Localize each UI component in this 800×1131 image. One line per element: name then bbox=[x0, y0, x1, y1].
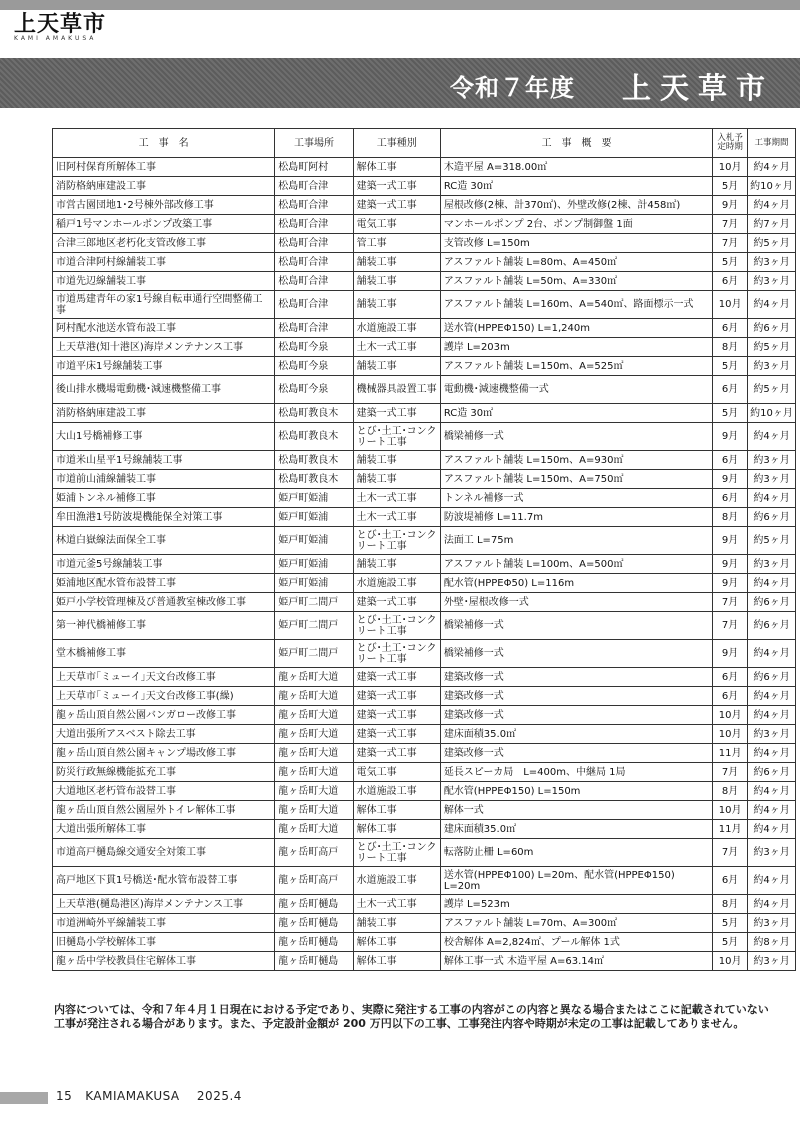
cell-name: 旧樋島小学校解体工事 bbox=[53, 933, 275, 952]
cell-bid-month: 5月 bbox=[713, 404, 748, 423]
cell-bid-month: 7月 bbox=[713, 234, 748, 253]
cell-name: 市道洲崎外平線舗装工事 bbox=[53, 914, 275, 933]
cell-type: 舗装工事 bbox=[353, 272, 440, 291]
cell-period: 約4ヶ月 bbox=[748, 801, 796, 820]
cell-bid-month: 5月 bbox=[713, 253, 748, 272]
cell-summary: 木造平屋 A=318.00㎡ bbox=[440, 158, 712, 177]
cell-bid-month: 8月 bbox=[713, 782, 748, 801]
table-row bbox=[53, 725, 796, 744]
cell-place: 姫戸町二間戸 bbox=[275, 640, 353, 668]
table-body bbox=[53, 158, 796, 971]
cell-bid-month: 8月 bbox=[713, 895, 748, 914]
cell-name: 龍ヶ岳山頂自然公園バンガロー改修工事 bbox=[53, 706, 275, 725]
cell-summary: 転落防止柵 L=60m bbox=[440, 839, 712, 867]
cell-type: 舗装工事 bbox=[353, 253, 440, 272]
cell-summary: アスファルト舗装 L=80m、A=450㎡ bbox=[440, 253, 712, 272]
cell-name: 大山1号橋補修工事 bbox=[53, 423, 275, 451]
top-band bbox=[0, 0, 800, 10]
cell-type: 舗装工事 bbox=[353, 555, 440, 574]
cell-name: 牟田漁港1号防波堤機能保全対策工事 bbox=[53, 508, 275, 527]
cell-place: 姫戸町姫浦 bbox=[275, 574, 353, 593]
footer-band bbox=[0, 1092, 48, 1104]
cell-bid-month: 5月 bbox=[713, 914, 748, 933]
cell-name: 合津三郎地区老朽化支管改修工事 bbox=[53, 234, 275, 253]
cell-summary: アスファルト舗装 L=150m、A=750㎡ bbox=[440, 470, 712, 489]
cell-place: 松島町合津 bbox=[275, 253, 353, 272]
cell-name: 林道白嶽線法面保全工事 bbox=[53, 527, 275, 555]
table-row bbox=[53, 158, 796, 177]
cell-summary: 送水管(HPPEΦ150) L=1,240m bbox=[440, 319, 712, 338]
cell-summary: 建床面積35.0㎡ bbox=[440, 725, 712, 744]
cell-type: 土木一式工事 bbox=[353, 508, 440, 527]
table-row bbox=[53, 744, 796, 763]
cell-place: 龍ヶ岳町大道 bbox=[275, 706, 353, 725]
cell-name: 市道米山星平1号線舗装工事 bbox=[53, 451, 275, 470]
cell-period: 約5ヶ月 bbox=[748, 527, 796, 555]
cell-type: 土木一式工事 bbox=[353, 338, 440, 357]
cell-summary: 解体工事一式 木造平屋 A=63.14㎡ bbox=[440, 952, 712, 971]
cell-summary: 屋根改修(2棟、計370㎡)、外壁改修(2棟、計458㎡) bbox=[440, 196, 712, 215]
cell-bid-month: 7月 bbox=[713, 215, 748, 234]
cell-type: 電気工事 bbox=[353, 215, 440, 234]
cell-period: 約6ヶ月 bbox=[748, 612, 796, 640]
cell-period: 約3ヶ月 bbox=[748, 555, 796, 574]
magazine-name: KAMIAMAKUSA bbox=[85, 1089, 180, 1103]
header-period: 工事期間 bbox=[748, 129, 796, 158]
cell-summary: 支管改修 L=150m bbox=[440, 234, 712, 253]
cell-summary: 校舎解体 A=2,824㎡、プール解体 1式 bbox=[440, 933, 712, 952]
cell-type: 解体工事 bbox=[353, 820, 440, 839]
cell-bid-month: 6月 bbox=[713, 451, 748, 470]
cell-period: 約4ヶ月 bbox=[748, 489, 796, 508]
cell-name: 大道出張所アスベスト除去工事 bbox=[53, 725, 275, 744]
cell-summary: トンネル補修一式 bbox=[440, 489, 712, 508]
cell-name: 市道前山浦線舗装工事 bbox=[53, 470, 275, 489]
table-row bbox=[53, 470, 796, 489]
table-row bbox=[53, 291, 796, 319]
cell-type: 建築一式工事 bbox=[353, 668, 440, 687]
cell-place: 龍ヶ岳町樋島 bbox=[275, 933, 353, 952]
cell-type: 解体工事 bbox=[353, 801, 440, 820]
table-row bbox=[53, 196, 796, 215]
cell-bid-month: 11月 bbox=[713, 744, 748, 763]
cell-summary: 建床面積35.0㎡ bbox=[440, 820, 712, 839]
table-header-row bbox=[53, 129, 796, 158]
cell-bid-month: 7月 bbox=[713, 612, 748, 640]
footer bbox=[56, 1089, 242, 1103]
cell-bid-month: 11月 bbox=[713, 820, 748, 839]
cell-type: 建築一式工事 bbox=[353, 404, 440, 423]
construction-schedule-table bbox=[52, 128, 796, 971]
cell-summary: アスファルト舗装 L=100m、A=500㎡ bbox=[440, 555, 712, 574]
cell-type: 舗装工事 bbox=[353, 914, 440, 933]
cell-period: 約4ヶ月 bbox=[748, 574, 796, 593]
cell-name: 防災行政無線機能拡充工事 bbox=[53, 763, 275, 782]
table-row bbox=[53, 914, 796, 933]
cell-name: 旧阿村保育所解体工事 bbox=[53, 158, 275, 177]
cell-bid-month: 5月 bbox=[713, 177, 748, 196]
cell-name: 市道元釜5号線舗装工事 bbox=[53, 555, 275, 574]
cell-period: 約3ヶ月 bbox=[748, 272, 796, 291]
cell-name: 第一神代橋補修工事 bbox=[53, 612, 275, 640]
cell-summary: アスファルト舗装 L=150m、A=930㎡ bbox=[440, 451, 712, 470]
header-type: 工事種別 bbox=[353, 129, 440, 158]
cell-name: 阿村配水池送水管布設工事 bbox=[53, 319, 275, 338]
cell-bid-month: 6月 bbox=[713, 668, 748, 687]
cell-bid-month: 10月 bbox=[713, 291, 748, 319]
cell-name: 堂木橋補修工事 bbox=[53, 640, 275, 668]
cell-type: 解体工事 bbox=[353, 933, 440, 952]
cell-period: 約10ヶ月 bbox=[748, 177, 796, 196]
cell-bid-month: 10月 bbox=[713, 952, 748, 971]
cell-period: 約3ヶ月 bbox=[748, 914, 796, 933]
cell-type: 建築一式工事 bbox=[353, 196, 440, 215]
city-title: 上天草市 bbox=[622, 71, 775, 105]
cell-period: 約3ヶ月 bbox=[748, 952, 796, 971]
cell-type: 建築一式工事 bbox=[353, 687, 440, 706]
cell-summary: アスファルト舗装 L=150m、A=525㎡ bbox=[440, 357, 712, 376]
cell-bid-month: 6月 bbox=[713, 687, 748, 706]
cell-bid-month: 9月 bbox=[713, 470, 748, 489]
cell-summary: 送水管(HPPEΦ100) L=20m、配水管(HPPEΦ150) L=20m bbox=[440, 867, 712, 895]
table-row bbox=[53, 839, 796, 867]
cell-type: 建築一式工事 bbox=[353, 744, 440, 763]
cell-period: 約5ヶ月 bbox=[748, 338, 796, 357]
cell-place: 松島町教良木 bbox=[275, 451, 353, 470]
cell-summary: 配水管(HPPEΦ150) L=150m bbox=[440, 782, 712, 801]
cell-bid-month: 9月 bbox=[713, 640, 748, 668]
cell-summary: RC造 30㎡ bbox=[440, 404, 712, 423]
table-row bbox=[53, 574, 796, 593]
table-row bbox=[53, 404, 796, 423]
table-row bbox=[53, 357, 796, 376]
cell-name: 上天草市｢ミューイ｣天文台改修工事 bbox=[53, 668, 275, 687]
cell-period: 約7ヶ月 bbox=[748, 215, 796, 234]
cell-bid-month: 6月 bbox=[713, 867, 748, 895]
fiscal-year-title: 令和７年度 bbox=[450, 74, 575, 102]
cell-name: 上天草市｢ミューイ｣天文台改修工事(繰) bbox=[53, 687, 275, 706]
table-row bbox=[53, 253, 796, 272]
cell-place: 龍ヶ岳町樋島 bbox=[275, 952, 353, 971]
cell-place: 姫戸町二間戸 bbox=[275, 612, 353, 640]
cell-type: とび･土工･コンクリート工事 bbox=[353, 612, 440, 640]
cell-place: 龍ヶ岳町樋島 bbox=[275, 914, 353, 933]
cell-period: 約4ヶ月 bbox=[748, 782, 796, 801]
cell-period: 約6ヶ月 bbox=[748, 668, 796, 687]
cell-bid-month: 10月 bbox=[713, 801, 748, 820]
cell-place: 松島町合津 bbox=[275, 319, 353, 338]
cell-name: 市道高戸樋島線交通安全対策工事 bbox=[53, 839, 275, 867]
cell-name: 龍ヶ岳山頂自然公園屋外トイレ解体工事 bbox=[53, 801, 275, 820]
cell-period: 約3ヶ月 bbox=[748, 470, 796, 489]
cell-name: 高戸地区下貫1号橋送･配水管布設替工事 bbox=[53, 867, 275, 895]
cell-place: 龍ヶ岳町大道 bbox=[275, 820, 353, 839]
table-row bbox=[53, 895, 796, 914]
cell-place: 姫戸町姫浦 bbox=[275, 508, 353, 527]
cell-summary: 護岸 L=523m bbox=[440, 895, 712, 914]
cell-type: 舗装工事 bbox=[353, 357, 440, 376]
cell-type: 舗装工事 bbox=[353, 451, 440, 470]
cell-type: 建築一式工事 bbox=[353, 593, 440, 612]
cell-type: とび･土工･コンクリート工事 bbox=[353, 839, 440, 867]
cell-period: 約4ヶ月 bbox=[748, 820, 796, 839]
cell-summary: 電動機･減速機整備一式 bbox=[440, 376, 712, 404]
cell-place: 松島町教良木 bbox=[275, 404, 353, 423]
cell-summary: アスファルト舗装 L=70m、A=300㎡ bbox=[440, 914, 712, 933]
cell-summary: 橋梁補修一式 bbox=[440, 423, 712, 451]
cell-period: 約4ヶ月 bbox=[748, 744, 796, 763]
table-row bbox=[53, 272, 796, 291]
cell-summary: 建築改修一式 bbox=[440, 744, 712, 763]
cell-type: 土木一式工事 bbox=[353, 895, 440, 914]
cell-name: 消防格納庫建設工事 bbox=[53, 177, 275, 196]
cell-type: とび･土工･コンクリート工事 bbox=[353, 640, 440, 668]
cell-name: 姫浦トンネル補修工事 bbox=[53, 489, 275, 508]
table-row bbox=[53, 612, 796, 640]
cell-name: 大道地区老朽管布設替工事 bbox=[53, 782, 275, 801]
cell-type: 解体工事 bbox=[353, 952, 440, 971]
table-row bbox=[53, 640, 796, 668]
table-row bbox=[53, 933, 796, 952]
table-row bbox=[53, 451, 796, 470]
logo-text: 上天草市 bbox=[14, 12, 107, 37]
cell-bid-month: 8月 bbox=[713, 338, 748, 357]
cell-period: 約4ヶ月 bbox=[748, 687, 796, 706]
cell-place: 松島町合津 bbox=[275, 196, 353, 215]
cell-type: 水道施設工事 bbox=[353, 319, 440, 338]
cell-type: 舗装工事 bbox=[353, 470, 440, 489]
cell-place: 松島町合津 bbox=[275, 234, 353, 253]
cell-summary: 橋梁補修一式 bbox=[440, 640, 712, 668]
cell-type: 建築一式工事 bbox=[353, 706, 440, 725]
cell-name: 大道出張所解体工事 bbox=[53, 820, 275, 839]
cell-period: 約10ヶ月 bbox=[748, 404, 796, 423]
cell-summary: 建築改修一式 bbox=[440, 668, 712, 687]
cell-type: 舗装工事 bbox=[353, 291, 440, 319]
cell-summary: 建築改修一式 bbox=[440, 706, 712, 725]
cell-period: 約6ヶ月 bbox=[748, 319, 796, 338]
cell-period: 約4ヶ月 bbox=[748, 706, 796, 725]
table-row bbox=[53, 177, 796, 196]
cell-place: 龍ヶ岳町大道 bbox=[275, 801, 353, 820]
cell-summary: 法面工 L=75m bbox=[440, 527, 712, 555]
table-row bbox=[53, 338, 796, 357]
cell-summary: 配水管(HPPEΦ50) L=116m bbox=[440, 574, 712, 593]
issue-date: 2025.4 bbox=[196, 1089, 242, 1103]
cell-place: 龍ヶ岳町大道 bbox=[275, 668, 353, 687]
cell-place: 龍ヶ岳町大道 bbox=[275, 725, 353, 744]
header-place: 工事場所 bbox=[275, 129, 353, 158]
table-row bbox=[53, 319, 796, 338]
cell-name: 市道先辺線舗装工事 bbox=[53, 272, 275, 291]
cell-place: 松島町阿村 bbox=[275, 158, 353, 177]
cell-summary: アスファルト舗装 L=50m、A=330㎡ bbox=[440, 272, 712, 291]
cell-place: 松島町今泉 bbox=[275, 376, 353, 404]
cell-summary: 橋梁補修一式 bbox=[440, 612, 712, 640]
cell-period: 約4ヶ月 bbox=[748, 895, 796, 914]
cell-type: とび･土工･コンクリート工事 bbox=[353, 423, 440, 451]
cell-place: 龍ヶ岳町樋島 bbox=[275, 895, 353, 914]
cell-period: 約4ヶ月 bbox=[748, 196, 796, 215]
cell-type: 水道施設工事 bbox=[353, 574, 440, 593]
cell-name: 市道合津阿村線舗装工事 bbox=[53, 253, 275, 272]
cell-place: 龍ヶ岳町高戸 bbox=[275, 867, 353, 895]
cell-bid-month: 8月 bbox=[713, 508, 748, 527]
cell-place: 姫戸町姫浦 bbox=[275, 555, 353, 574]
city-logo bbox=[14, 13, 114, 45]
table-row bbox=[53, 527, 796, 555]
cell-place: 松島町合津 bbox=[275, 291, 353, 319]
cell-bid-month: 6月 bbox=[713, 319, 748, 338]
cell-summary: 外壁･屋根改修一式 bbox=[440, 593, 712, 612]
table-row bbox=[53, 376, 796, 404]
table-row bbox=[53, 820, 796, 839]
cell-type: 水道施設工事 bbox=[353, 867, 440, 895]
cell-place: 龍ヶ岳町大道 bbox=[275, 763, 353, 782]
cell-place: 龍ヶ岳町大道 bbox=[275, 782, 353, 801]
cell-type: 水道施設工事 bbox=[353, 782, 440, 801]
table-row bbox=[53, 508, 796, 527]
cell-summary: RC造 30㎡ bbox=[440, 177, 712, 196]
cell-place: 龍ヶ岳町高戸 bbox=[275, 839, 353, 867]
cell-bid-month: 9月 bbox=[713, 196, 748, 215]
cell-bid-month: 9月 bbox=[713, 574, 748, 593]
cell-summary: 防波堤補修 L=11.7m bbox=[440, 508, 712, 527]
table-row bbox=[53, 593, 796, 612]
cell-period: 約5ヶ月 bbox=[748, 376, 796, 404]
cell-bid-month: 6月 bbox=[713, 489, 748, 508]
cell-name: 龍ヶ岳中学校教員住宅解体工事 bbox=[53, 952, 275, 971]
cell-place: 松島町今泉 bbox=[275, 357, 353, 376]
cell-name: 消防格納庫建設工事 bbox=[53, 404, 275, 423]
cell-place: 松島町教良木 bbox=[275, 423, 353, 451]
cell-name: 稲戸1号マンホールポンプ改築工事 bbox=[53, 215, 275, 234]
cell-period: 約6ヶ月 bbox=[748, 593, 796, 612]
cell-name: 後山排水機場電動機･減速機整備工事 bbox=[53, 376, 275, 404]
cell-place: 松島町合津 bbox=[275, 272, 353, 291]
cell-place: 姫戸町二間戸 bbox=[275, 593, 353, 612]
table-row bbox=[53, 489, 796, 508]
cell-period: 約3ヶ月 bbox=[748, 839, 796, 867]
header-name: 工 事 名 bbox=[53, 129, 275, 158]
cell-place: 松島町今泉 bbox=[275, 338, 353, 357]
cell-place: 松島町教良木 bbox=[275, 470, 353, 489]
table-row bbox=[53, 215, 796, 234]
cell-type: 建築一式工事 bbox=[353, 725, 440, 744]
cell-summary: アスファルト舗装 L=160m、A=540㎡、路面標示一式 bbox=[440, 291, 712, 319]
cell-period: 約4ヶ月 bbox=[748, 158, 796, 177]
table-row bbox=[53, 801, 796, 820]
cell-place: 龍ヶ岳町大道 bbox=[275, 744, 353, 763]
cell-bid-month: 9月 bbox=[713, 527, 748, 555]
table-row bbox=[53, 763, 796, 782]
cell-place: 龍ヶ岳町大道 bbox=[275, 687, 353, 706]
cell-place: 松島町合津 bbox=[275, 215, 353, 234]
cell-type: 機械器具設置工事 bbox=[353, 376, 440, 404]
header-summary: 工 事 概 要 bbox=[440, 129, 712, 158]
cell-type: 管工事 bbox=[353, 234, 440, 253]
table-row bbox=[53, 423, 796, 451]
cell-place: 姫戸町姫浦 bbox=[275, 489, 353, 508]
cell-bid-month: 9月 bbox=[713, 423, 748, 451]
cell-period: 約6ヶ月 bbox=[748, 508, 796, 527]
cell-summary: マンホールポンプ 2台、ポンプ制御盤 1面 bbox=[440, 215, 712, 234]
cell-bid-month: 9月 bbox=[713, 555, 748, 574]
title-banner bbox=[0, 58, 800, 108]
cell-bid-month: 5月 bbox=[713, 933, 748, 952]
cell-period: 約3ヶ月 bbox=[748, 725, 796, 744]
cell-period: 約3ヶ月 bbox=[748, 357, 796, 376]
cell-name: 龍ヶ岳山頂自然公園キャンプ場改修工事 bbox=[53, 744, 275, 763]
cell-period: 約4ヶ月 bbox=[748, 640, 796, 668]
cell-bid-month: 10月 bbox=[713, 706, 748, 725]
logo-subtext: KAMI AMAKUSA bbox=[14, 35, 97, 42]
cell-bid-month: 10月 bbox=[713, 725, 748, 744]
cell-type: 建築一式工事 bbox=[353, 177, 440, 196]
table-row bbox=[53, 555, 796, 574]
cell-period: 約4ヶ月 bbox=[748, 867, 796, 895]
header-bid-month: 入札予定時期 bbox=[713, 129, 748, 158]
cell-name: 市道馬建青年の家1号線自転車通行空間整備工事 bbox=[53, 291, 275, 319]
cell-name: 姫浦地区配水管布設替工事 bbox=[53, 574, 275, 593]
cell-summary: 延長スピーカ局 L=400m、中継局 1局 bbox=[440, 763, 712, 782]
cell-summary: 解体一式 bbox=[440, 801, 712, 820]
cell-period: 約8ヶ月 bbox=[748, 933, 796, 952]
cell-type: 解体工事 bbox=[353, 158, 440, 177]
cell-place: 姫戸町姫浦 bbox=[275, 527, 353, 555]
cell-period: 約4ヶ月 bbox=[748, 423, 796, 451]
cell-bid-month: 7月 bbox=[713, 763, 748, 782]
cell-period: 約4ヶ月 bbox=[748, 291, 796, 319]
table-row bbox=[53, 867, 796, 895]
cell-name: 上天草港(樋島港区)海岸メンテナンス工事 bbox=[53, 895, 275, 914]
cell-bid-month: 6月 bbox=[713, 376, 748, 404]
table-row bbox=[53, 687, 796, 706]
cell-type: 電気工事 bbox=[353, 763, 440, 782]
cell-name: 市道平床1号線舗装工事 bbox=[53, 357, 275, 376]
cell-bid-month: 6月 bbox=[713, 272, 748, 291]
table-row bbox=[53, 952, 796, 971]
cell-period: 約3ヶ月 bbox=[748, 451, 796, 470]
cell-summary: 建築改修一式 bbox=[440, 687, 712, 706]
table-row bbox=[53, 782, 796, 801]
cell-name: 上天草港(知十港区)海岸メンテナンス工事 bbox=[53, 338, 275, 357]
cell-summary: 護岸 L=203m bbox=[440, 338, 712, 357]
cell-name: 市営古園団地1･2号棟外部改修工事 bbox=[53, 196, 275, 215]
cell-period: 約6ヶ月 bbox=[748, 763, 796, 782]
table-row bbox=[53, 668, 796, 687]
cell-bid-month: 10月 bbox=[713, 158, 748, 177]
cell-period: 約3ヶ月 bbox=[748, 253, 796, 272]
page-number: 15 bbox=[56, 1089, 73, 1103]
cell-period: 約5ヶ月 bbox=[748, 234, 796, 253]
cell-bid-month: 5月 bbox=[713, 357, 748, 376]
cell-bid-month: 7月 bbox=[713, 839, 748, 867]
cell-place: 松島町合津 bbox=[275, 177, 353, 196]
table-row bbox=[53, 234, 796, 253]
table-row bbox=[53, 706, 796, 725]
cell-name: 姫戸小学校管理棟及び普通教室棟改修工事 bbox=[53, 593, 275, 612]
cell-bid-month: 7月 bbox=[713, 593, 748, 612]
note-text: 内容については、令和７年４月１日現在における予定であり、実際に発注する工事の内容がこの内容と異なる場合またはここに記載されていない工事が発注される場合があります。また、予定設計金額が 200 万円以下の工事、工事発注内容や時期が未定の工事は記載してありません。 bbox=[54, 1003, 769, 1030]
cell-type: 土木一式工事 bbox=[353, 489, 440, 508]
cell-type: とび･土工･コンクリート工事 bbox=[353, 527, 440, 555]
